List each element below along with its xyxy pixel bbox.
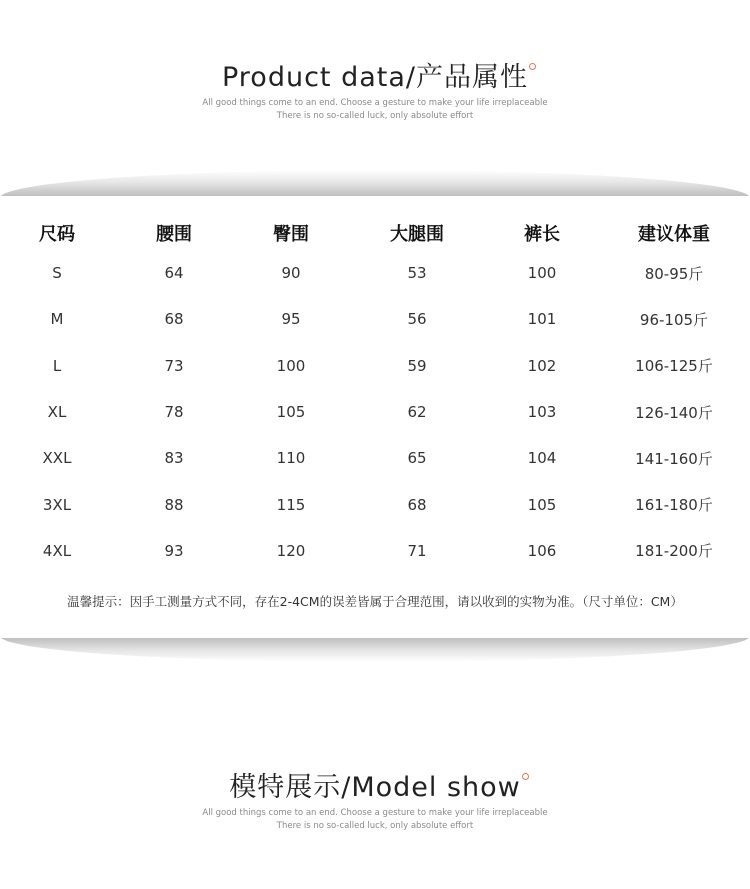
cell-length: 100	[527, 264, 557, 283]
size-table	[0, 216, 750, 574]
cell-hip: 100	[276, 356, 306, 375]
product-data-header	[0, 60, 750, 122]
cell-size: 4XL	[42, 541, 72, 560]
cell-thigh: 65	[407, 449, 427, 468]
size-chart-panel	[0, 196, 750, 638]
size-table-header-row	[0, 216, 750, 250]
column-header-hip: 臀围	[273, 224, 309, 245]
cell-length: 106	[527, 541, 557, 560]
cell-length: 104	[527, 449, 557, 468]
cell-thigh: 59	[407, 356, 427, 375]
cell-hip: 110	[276, 449, 306, 468]
cell-weight: 106-125斤	[635, 357, 713, 376]
table-row	[0, 296, 750, 342]
product-data-subtitle-line-1: All good things come to an end. Choose a gesture to make your life irreplaceable	[202, 98, 548, 108]
cell-weight: 161-180斤	[635, 496, 713, 515]
column-header-weight: 建议体重	[638, 224, 710, 245]
cell-size: L	[52, 356, 62, 375]
cell-waist: 73	[164, 356, 184, 375]
model-show-title-wrap	[229, 770, 521, 806]
panel-bottom-shadow	[0, 636, 750, 662]
cell-waist: 88	[164, 495, 184, 514]
column-header-size: 尺码	[39, 224, 75, 245]
cell-size: XL	[47, 403, 67, 422]
cell-thigh: 68	[407, 495, 427, 514]
table-row	[0, 528, 750, 574]
cell-hip: 95	[281, 310, 301, 329]
cell-hip: 90	[281, 264, 301, 283]
model-show-subtitle-line-1: All good things come to an end. Choose a gesture to make your life irreplaceable	[202, 808, 548, 818]
product-data-subtitle-line-2: There is no so-called luck, only absolute effort	[276, 111, 474, 121]
column-header-waist: 腰围	[156, 224, 192, 245]
cell-thigh: 71	[407, 541, 427, 560]
product-data-title-wrap	[222, 60, 528, 96]
model-show-subtitle-line-2: There is no so-called luck, only absolute effort	[276, 821, 474, 831]
table-row	[0, 250, 750, 296]
cell-hip: 120	[276, 541, 306, 560]
cell-size: M	[50, 310, 64, 329]
cell-weight: 80-95斤	[644, 264, 704, 283]
table-row	[0, 481, 750, 527]
cell-thigh: 53	[407, 264, 427, 283]
title-dot-decoration	[522, 773, 529, 780]
cell-waist: 68	[164, 310, 184, 329]
cell-hip: 115	[276, 495, 306, 514]
cell-length: 105	[527, 495, 557, 514]
model-show-title: 模特展示/Model show	[229, 772, 521, 803]
cell-weight: 181-200斤	[635, 542, 713, 561]
measurement-note: 温馨提示：因手工测量方式不同，存在2-4CM的误差皆属于合理范围，请以收到的实物为准。（尺寸单位：CM）	[67, 594, 683, 609]
cell-thigh: 62	[407, 403, 427, 422]
cell-waist: 83	[164, 449, 184, 468]
title-dot-decoration	[529, 63, 536, 70]
panel-top-shadow	[0, 170, 750, 198]
table-row	[0, 343, 750, 389]
cell-length: 101	[527, 310, 557, 329]
cell-length: 103	[527, 403, 557, 422]
cell-waist: 93	[164, 541, 184, 560]
column-header-thigh: 大腿围	[390, 224, 444, 245]
cell-size: XXL	[42, 449, 72, 468]
cell-waist: 64	[164, 264, 184, 283]
table-row	[0, 435, 750, 481]
cell-size: 3XL	[42, 495, 72, 514]
cell-thigh: 56	[407, 310, 427, 329]
cell-hip: 105	[276, 403, 306, 422]
cell-size: S	[52, 264, 62, 283]
cell-weight: 126-140斤	[635, 403, 713, 422]
model-show-header	[0, 770, 750, 832]
cell-waist: 78	[164, 403, 184, 422]
cell-weight: 141-160斤	[635, 449, 713, 468]
product-data-title: Product data/产品属性	[221, 62, 528, 93]
table-row	[0, 389, 750, 435]
column-header-length: 裤长	[524, 224, 560, 245]
cell-length: 102	[527, 356, 557, 375]
cell-weight: 96-105斤	[639, 310, 709, 329]
